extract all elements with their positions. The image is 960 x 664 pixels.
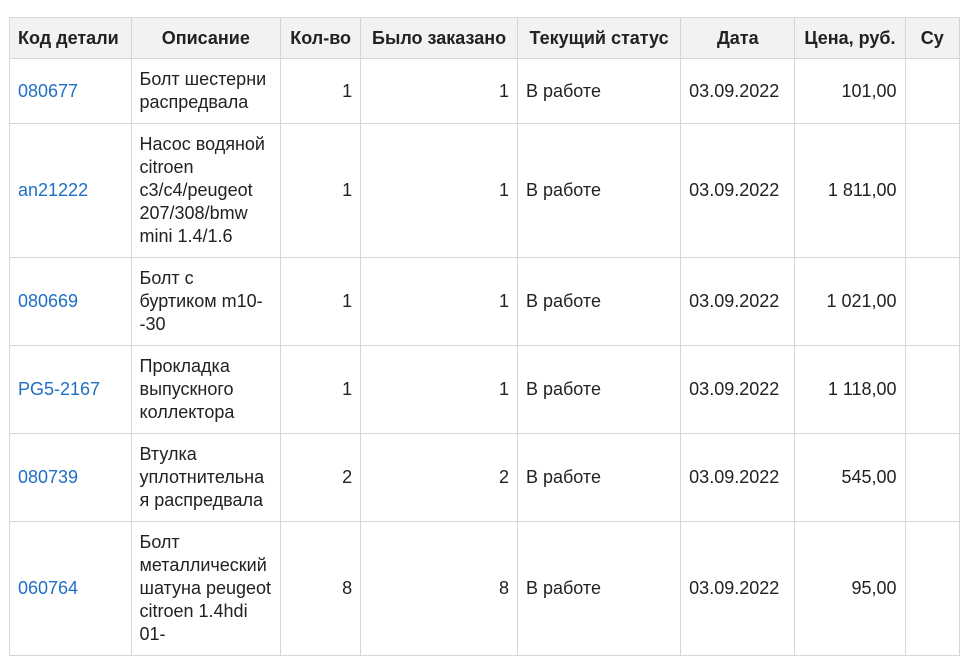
part-code-link[interactable]: 080677 xyxy=(18,80,79,101)
price-cell: 1 021,00 xyxy=(795,258,905,346)
column-header-ordered[interactable]: Было заказано xyxy=(361,18,518,59)
ordered-cell: 1 xyxy=(361,59,518,124)
table-row xyxy=(10,522,960,656)
part-code-cell xyxy=(10,59,132,124)
column-header-code[interactable]: Код детали xyxy=(10,18,132,59)
sum-cell xyxy=(905,434,959,522)
price-cell: 101,00 xyxy=(795,59,905,124)
quantity-cell: 1 xyxy=(281,258,361,346)
ordered-cell: 1 xyxy=(361,346,518,434)
sum-cell xyxy=(905,258,959,346)
status-cell: В работе xyxy=(517,124,680,258)
date-cell: 03.09.2022 xyxy=(681,346,795,434)
part-code-link[interactable]: an21222 xyxy=(18,180,89,200)
quantity-cell: 1 xyxy=(281,346,361,434)
table-row xyxy=(10,434,960,522)
status-cell: В работе xyxy=(517,346,680,434)
price-cell: 545,00 xyxy=(795,434,905,522)
sum-cell xyxy=(905,124,959,258)
price-cell: 95,00 xyxy=(795,522,905,656)
quantity-cell: 8 xyxy=(281,522,361,656)
table-row xyxy=(10,258,960,346)
part-code-cell xyxy=(10,522,132,656)
quantity-cell: 2 xyxy=(281,434,361,522)
part-code-link[interactable]: 080669 xyxy=(18,291,79,311)
sum-cell xyxy=(905,346,959,434)
table-row xyxy=(10,124,960,258)
description-cell: Болт шестерни распредвала xyxy=(131,59,281,124)
column-header-sum[interactable]: Су xyxy=(905,18,959,59)
sum-cell xyxy=(905,59,959,124)
part-code-cell xyxy=(10,434,132,522)
part-code-link[interactable]: 080739 xyxy=(18,467,79,487)
quantity-cell: 1 xyxy=(281,59,361,124)
sum-cell xyxy=(905,522,959,656)
date-cell: 03.09.2022 xyxy=(681,434,795,522)
order-items-table xyxy=(9,17,960,656)
description-cell: Прокладка выпускного коллектора xyxy=(131,346,281,434)
part-code-link[interactable]: 060764 xyxy=(18,578,79,598)
ordered-cell: 1 xyxy=(361,258,518,346)
ordered-cell: 2 xyxy=(361,434,518,522)
description-cell: Болт металлический шатуна peugeot citroen 1.4hdi 01- xyxy=(131,522,281,656)
description-cell: Болт с буртиком m10--30 xyxy=(131,258,281,346)
table-row xyxy=(10,346,960,434)
date-cell: 03.09.2022 xyxy=(681,522,795,656)
column-header-quantity[interactable]: Кол-во xyxy=(281,18,361,59)
column-header-description[interactable]: Описание xyxy=(131,18,281,59)
status-cell: В работе xyxy=(517,522,680,656)
date-cell: 03.09.2022 xyxy=(681,124,795,258)
quantity-cell: 1 xyxy=(281,124,361,258)
status-cell: В работе xyxy=(517,258,680,346)
column-header-date[interactable]: Дата xyxy=(681,18,795,59)
part-code-link[interactable]: PG5-2167 xyxy=(18,379,101,399)
ordered-cell: 8 xyxy=(361,522,518,656)
description-cell: Втулка уплотнительная распредвала xyxy=(131,434,281,522)
status-cell: В работе xyxy=(517,434,680,522)
date-cell: 03.09.2022 xyxy=(681,258,795,346)
part-code-cell xyxy=(10,258,132,346)
table-row xyxy=(10,59,960,124)
part-code-cell xyxy=(10,346,132,434)
date-cell: 03.09.2022 xyxy=(681,59,795,124)
column-header-price[interactable]: Цена, руб. xyxy=(795,18,905,59)
price-cell: 1 811,00 xyxy=(795,124,905,258)
table-header-row xyxy=(10,18,960,59)
part-code-cell xyxy=(10,124,132,258)
status-cell: В работе xyxy=(517,59,680,124)
price-cell: 1 118,00 xyxy=(795,346,905,434)
description-cell: Насос водяной citroen c3/c4/peugeot 207/308/bmw mini 1.4/1.6 xyxy=(131,124,281,258)
ordered-cell: 1 xyxy=(361,124,518,258)
column-header-status[interactable]: Текущий статус xyxy=(517,18,680,59)
